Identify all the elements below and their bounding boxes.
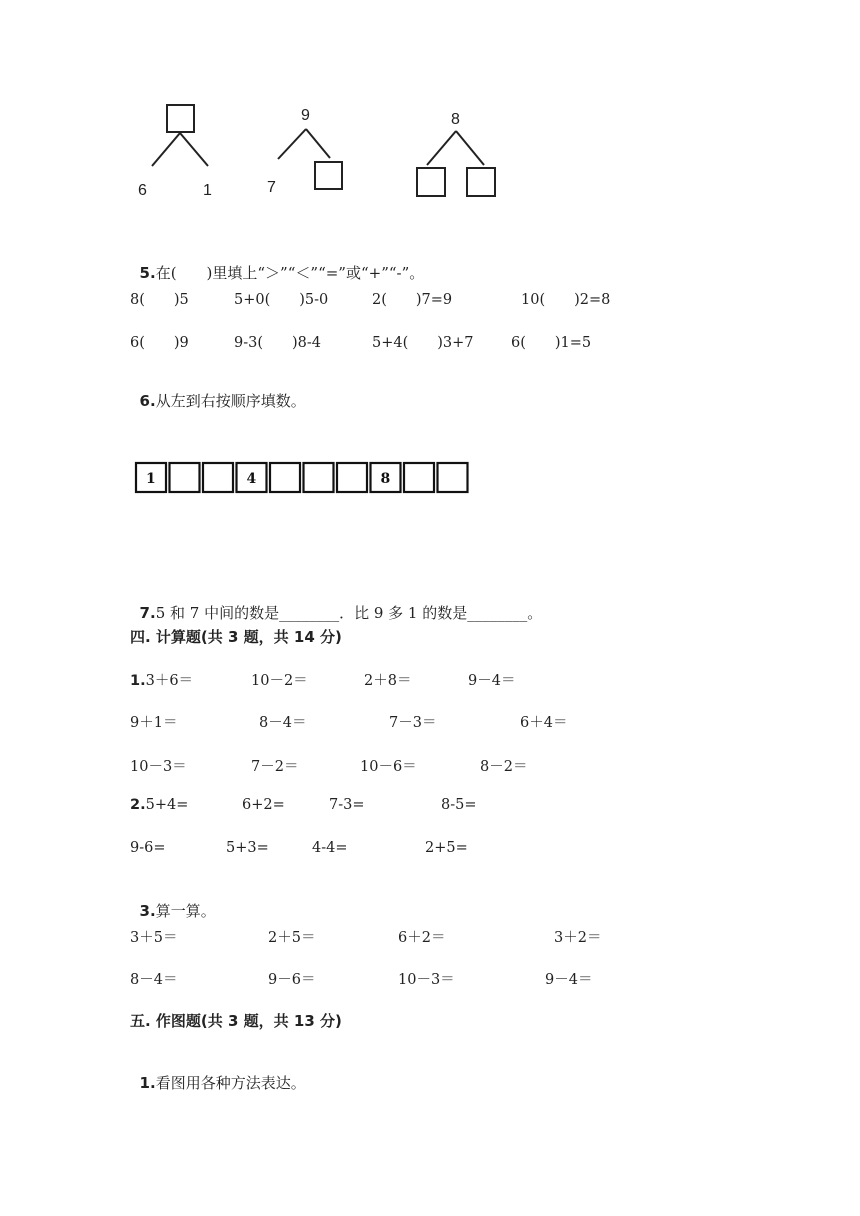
calc-item: 6＋2＝ [398, 930, 446, 946]
question-number: 6. [139, 392, 156, 410]
calc-item: 5+3= [226, 840, 269, 856]
question-number: 3. [139, 902, 156, 920]
calc-item: 6+2= [242, 797, 285, 813]
section-title: 五. 作图题(共 3 题，共 13 分) [130, 1012, 342, 1030]
sequence-box [203, 463, 233, 492]
section-title: 四. 计算题(共 3 题，共 14 分) [130, 628, 342, 646]
q5-item: 5+4( )3+7 [372, 335, 474, 351]
diagram-2-top: 9 [301, 107, 310, 124]
q5-item: 8( )5 [130, 292, 189, 308]
question-number: 1. [130, 673, 146, 689]
question-6 [130, 372, 306, 411]
answer-box [467, 168, 495, 196]
calc-item: 9-6= [130, 840, 166, 856]
question-3 [130, 882, 216, 921]
answer-box [167, 105, 194, 132]
calc-item: 9－4＝ [545, 972, 593, 988]
diagram-2 [278, 129, 342, 189]
question-number: 5. [139, 264, 156, 282]
answer-box [417, 168, 445, 196]
q5-item: 5+0( )5-0 [234, 292, 329, 308]
calc-item: 9－6＝ [268, 972, 316, 988]
sequence-box [304, 463, 334, 492]
question-text: 从左到右按顺序填数。 [155, 392, 306, 410]
question-text: 在( )里填上“＞”“＜”“=”或“+”“-”。 [155, 264, 425, 282]
calc-item: 8－2＝ [480, 759, 528, 775]
diagram-1-right: 1 [203, 182, 212, 199]
calc-item: 10－3＝ [130, 759, 187, 775]
calc-item: 2.5+4= [130, 797, 189, 813]
q5-item: 9-3( )8-4 [234, 335, 322, 351]
calc-item: 2+5= [425, 840, 468, 856]
q5-item: 2( )7=9 [372, 292, 453, 308]
question-text: 看图用各种方法表达。 [155, 1074, 306, 1092]
question-text: 5 和 7 中间的数是________．比 9 多 1 的数是________。 [155, 604, 543, 622]
diagram-1-left: 6 [138, 182, 147, 199]
number-sequence-strip [134, 460, 474, 496]
calc-item: 10－3＝ [398, 972, 455, 988]
calc-item: 7－2＝ [251, 759, 299, 775]
question-7 [130, 584, 542, 623]
diagram-1 [152, 105, 208, 166]
calc-item: 10－2＝ [251, 673, 308, 689]
question-5 [130, 244, 424, 283]
calc-item: 2＋8＝ [364, 673, 412, 689]
q5-item: 6( )9 [130, 335, 189, 351]
calc-item: 8－4＝ [259, 715, 307, 731]
calc-item: 2＋5＝ [268, 930, 316, 946]
answer-box [315, 162, 342, 189]
calc-item: 8－4＝ [130, 972, 178, 988]
calc-item: 9－4＝ [468, 673, 516, 689]
calc-item: 3＋2＝ [554, 930, 602, 946]
sequence-box [170, 463, 200, 492]
question-number: 7. [139, 604, 156, 622]
calc-item: 8-5= [441, 797, 477, 813]
calc-item: 7－3＝ [389, 715, 437, 731]
calc-item: 3＋5＝ [130, 930, 178, 946]
calc-item: 1.3＋6＝ [130, 673, 194, 689]
calc-item: 7-3= [329, 797, 365, 813]
calc-item: 10－6＝ [360, 759, 417, 775]
diagram-3-top: 8 [451, 111, 460, 128]
sequence-box [270, 463, 300, 492]
calc-item: 4-4= [312, 840, 348, 856]
sequence-box [438, 463, 468, 492]
calc-item: 9＋1＝ [130, 715, 178, 731]
sequence-number: 1 [146, 471, 156, 487]
sequence-box [337, 463, 367, 492]
q5-item: 10( )2=8 [521, 292, 611, 308]
question-text: 算一算。 [155, 902, 216, 920]
question-1 [130, 1054, 306, 1093]
diagram-2-left: 7 [267, 179, 276, 196]
sequence-box [404, 463, 434, 492]
question-number: 2. [130, 797, 146, 813]
q5-item: 6( )1=5 [511, 335, 592, 351]
question-number: 1. [139, 1074, 156, 1092]
number-split-diagrams [128, 100, 508, 205]
calc-item: 6＋4＝ [520, 715, 568, 731]
sequence-number: 4 [246, 471, 257, 487]
sequence-number: 8 [380, 471, 391, 487]
diagram-3 [417, 131, 495, 196]
